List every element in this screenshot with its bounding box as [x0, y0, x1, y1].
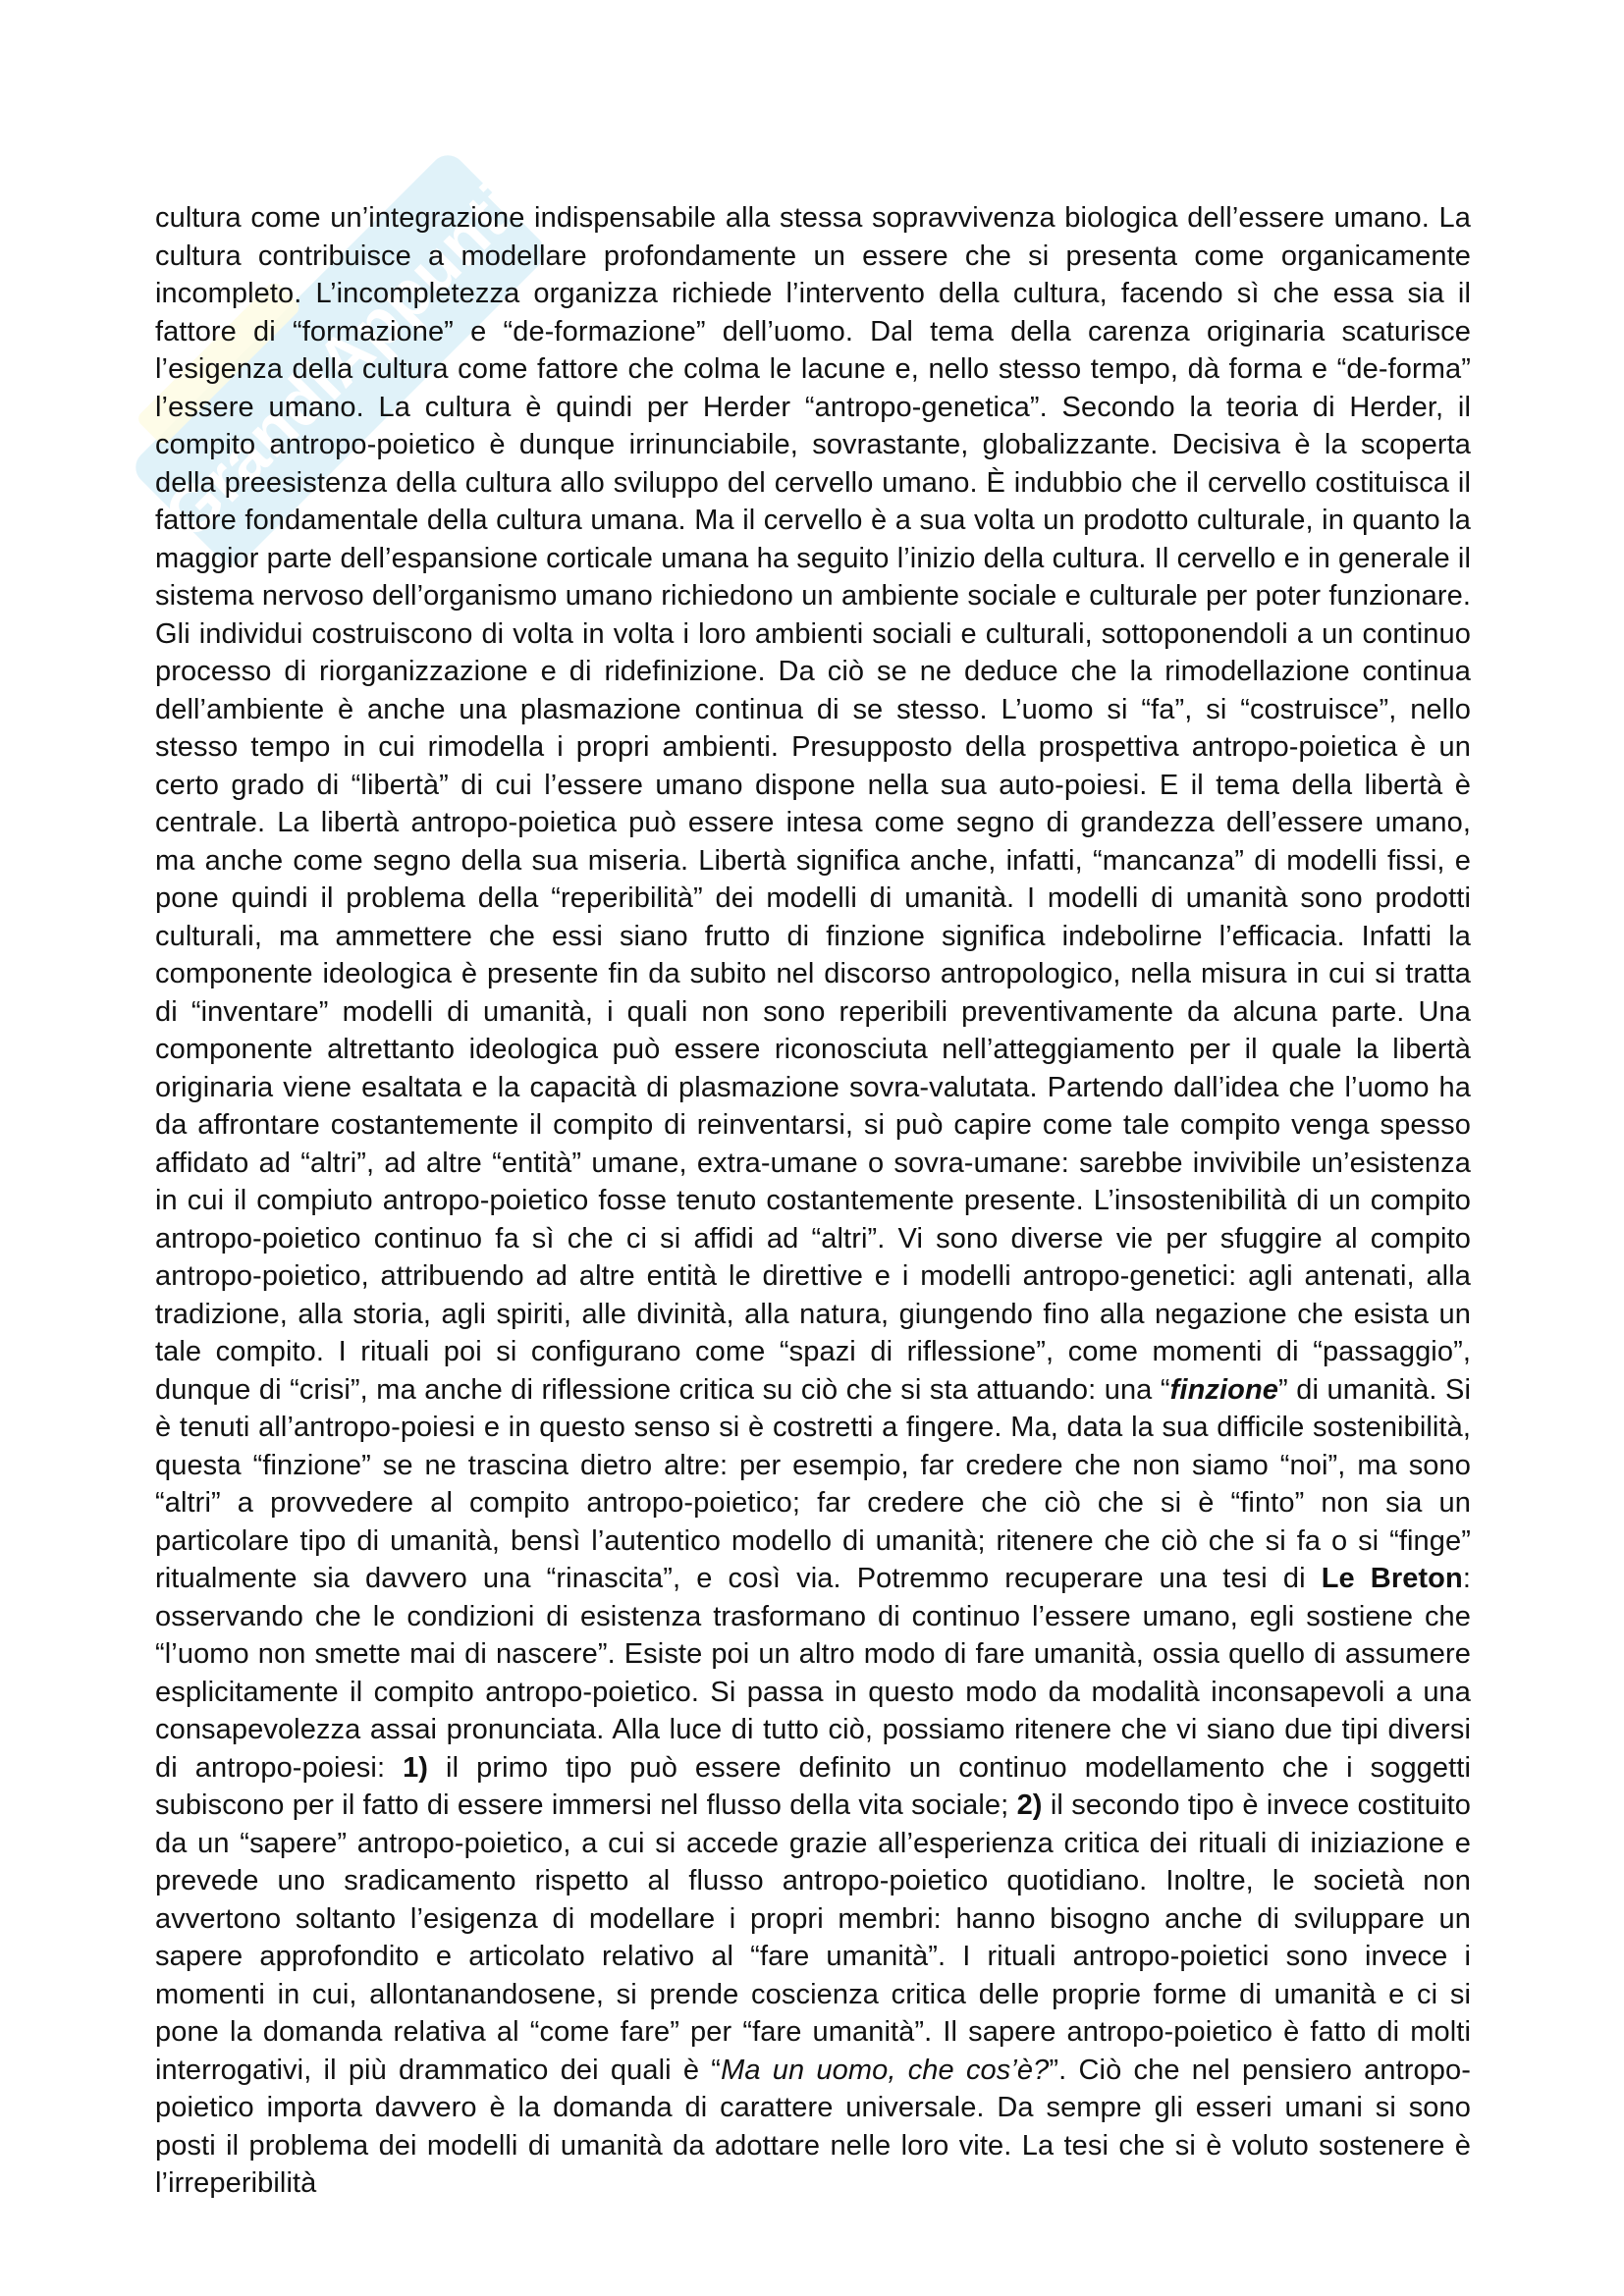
document-body	[155, 199, 1471, 2203]
list-marker-1: 1)	[403, 1751, 429, 1784]
author-name: Le Breton	[1321, 1563, 1463, 1594]
quoted-question: Ma un uomo, che cos’è?	[721, 2054, 1050, 2086]
text-run: cultura come un’integrazione indispensabile alla stessa sopravvivenza biologica dell’essere umano. La cultura contribuisce a modellare profondamente un essere che si presenta come organicamente incompleto. L’incompletezza organizza richiede l’intervento della cultura, facendo sì che essa sia il fattore di “formazione” e “de-formazione” dell’uomo. Dal tema della carenza originaria scaturisce l’esigenza della cultura come fattore che colma le lacune e, nello stesso tempo, dà forma e “de-forma” l’essere umano. La cultura è quindi per Herder “antropo-genetica”. Secondo la teoria di Herder, il compito antropo-poietico è dunque irrinunciabile, sovrastante, globalizzante. Decisiva è la scoperta della preesistenza della cultura allo sviluppo del cervello umano. È indubbio che il cervello costituisca il fattore fondamentale della cultura umana. Ma il cervello è a sua volta un prodotto culturale, in quanto la maggior parte dell’espansione corticale umana ha seguito l’inizio della cultura. Il cervello e in generale il sistema nervoso dell’organismo umano richiedono un ambiente sociale e culturale per poter funzionare. Gli individui costruiscono di volta in volta i loro ambienti sociali e culturali, sottoponendoli a un continuo processo di riorganizzazione e di ridefinizione. Da ciò se ne deduce che la rimodellazione continua dell’ambiente è anche una plasmazione continua di se stesso. L’uomo si “fa”, si “costruisce”, nello stesso tempo in cui rimodella i propri ambienti. Presupposto della prospettiva antropo-poietica è un certo grado di “libertà” di cui l’essere umano dispone nella sua auto-poiesi. E il tema della libertà è centrale. La libertà antropo-poietica può essere intesa come segno di grandezza dell’essere umano, ma anche come segno della sua miseria. Libertà significa anche, infatti, “mancanza” di modelli fissi, e pone quindi il problema della “reperibilità” dei modelli di umanità. I modelli di umanità sono prodotti culturali, ma ammettere che essi siano frutto di finzione significa indebolirne l’efficacia. Infatti la componente ideologica è presente fin da subito nel discorso antropologico, nella misura in cui si tratta di “inventare” modelli di umanità, i quali non sono reperibili preventivamente da alcuna parte. Una componente altrettanto ideologica può essere riconosciuta nell’atteggiamento per il quale la libertà originaria viene esaltata e la capacità di plasmazione sovra-valutata. Partendo dall’idea che l’uomo ha da affrontare costantemente il compito di reinventarsi, si può capire come tale compito venga spesso affidato ad “altri”, ad altre “entità” umane, extra-umane o sovra-umane: sarebbe invivibile un’esistenza in cui il compiuto antropo-poietico fosse tenuto costantemente presente. L’insostenibilità di un compito antropo-poietico continuo fa sì che ci si affidi ad “altri”. Vi sono diverse vie per sfuggire al compito antropo-poietico, attribuendo ad altre entità le direttive e i modelli antropo-genetici: agli antenati, alla tradizione, alla storia, agli spiriti, alle divinità, alla natura, giungendo fino alla negazione che esista un tale compito. I rituali poi si configurano come “spazi di riflessione”, come momenti di “passaggio”, dunque di “crisi”, ma anche di riflessione critica su ciò che si sta attuando: una “	[155, 202, 1471, 1406]
text-run: ”. Ciò che nel pensiero antropo-poietico importa davvero è la domanda di carattere universale. Da sempre gli esseri umani si sono posti il problema dei modelli di umanità da adottare nelle loro vite. La tesi che si è voluto sostenere è l’irreperibilità	[155, 2054, 1471, 2199]
text-run: il secondo tipo è invece costituito da un “sapere” antropo-poietico, a cui si accede grazie all’esperienza critica dei rituali di iniziazione e prevede uno sradicamento rispetto al flusso antropo-poietico quotidiano. Inoltre, le società non avvertono soltanto l’esigenza di modellare i propri membri: hanno bisogno anche di sviluppare un sapere approfondito e articolato relativo al “fare umanità”. I rituali antropo-poietici sono invece i momenti in cui, allontanandosene, si prende coscienza critica delle proprie forme di umanità e ci si pone la domanda relativa al “come fare” per “fare umanità”. Il sapere antropo-poietico è fatto di molti interrogativi, il più drammatico dei quali è “	[155, 1789, 1471, 2086]
text-run: ” di umanità. Si è tenuti all’antropo-poiesi e in questo senso si è costretti a fingere. Ma, data la sua difficile sostenibilità, questa “finzione” se ne trascina dietro altre: per esempio, far credere che non siamo “noi”, ma sono “altri” a provvedere al compito antropo-poietico; far credere che ciò che si è “finto” non sia un particolare tipo di umanità, bensì l’autentico modello di umanità; ritenere che ciò che si fa o si “finge” ritualmente sia davvero una “rinascita”, e così via. Potremmo recuperare una tesi di	[155, 1373, 1471, 1594]
text-run: : osservando che le condizioni di esistenza trasformano di continuo l’essere umano, egli sostiene che “l’uomo non smette mai di nascere”. Esiste poi un altro modo di fare umanità, ossia quello di assumere esplicitamente il compito antropo-poietico. Si passa in questo modo da modalità inconsapevoli a una consapevolezza assai pronunciata. Alla luce di tutto ciò, possiamo ritenere che vi siano due tipi diversi di antropo-poiesi:	[155, 1563, 1471, 1784]
text-run: il primo tipo può essere definito un continuo modellamento che i soggetti subiscono per il fatto di essere immersi nel flusso della vita sociale;	[155, 1751, 1471, 1821]
list-marker-2: 2)	[1016, 1789, 1043, 1821]
paragraph	[155, 199, 1471, 2203]
watermark-text: GrandiAppunti	[149, 169, 534, 554]
emphasis-finzione: finzione	[1169, 1373, 1278, 1406]
